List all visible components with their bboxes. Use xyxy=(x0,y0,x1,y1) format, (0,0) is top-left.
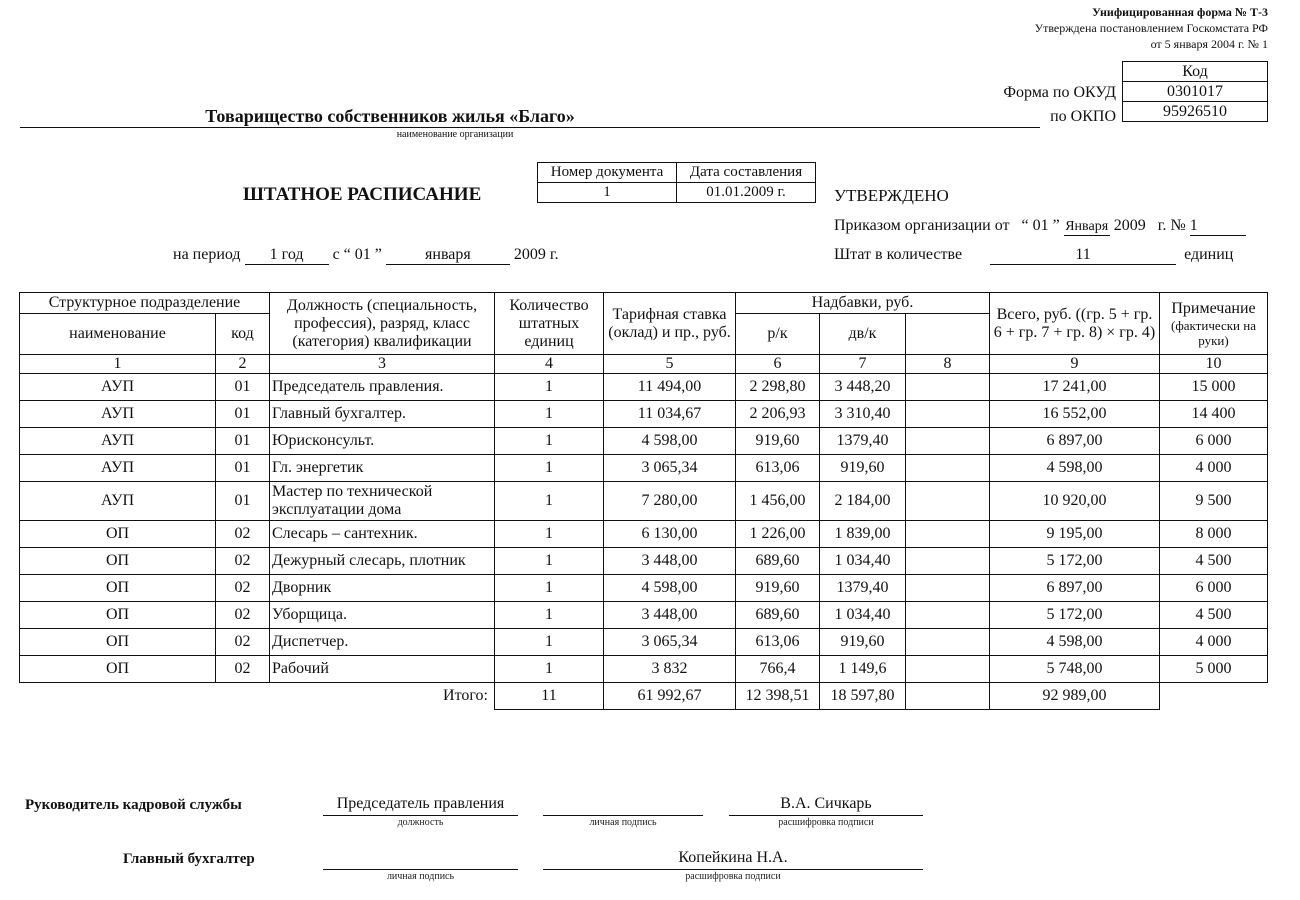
cell-col8 xyxy=(906,482,990,521)
code-box xyxy=(1122,61,1268,122)
cell-count: 1 xyxy=(495,482,604,521)
cell-note: 6 000 xyxy=(1160,428,1268,455)
cell-division: ОП xyxy=(20,575,216,602)
table-row xyxy=(20,401,1268,428)
doc-number-label: Номер документа xyxy=(538,163,677,183)
cell-total: 5 172,00 xyxy=(990,548,1160,575)
cell-dvk: 2 184,00 xyxy=(820,482,906,521)
cell-rk: 689,60 xyxy=(736,548,820,575)
cell-col8 xyxy=(906,548,990,575)
header-rate: Тарифная ставка (оклад) и пр., руб. xyxy=(604,293,736,355)
cell-rate: 11 034,67 xyxy=(604,401,736,428)
cell-code: 01 xyxy=(216,455,270,482)
cell-code: 02 xyxy=(216,548,270,575)
period-year: 2009 г. xyxy=(513,246,559,263)
cell-code: 02 xyxy=(216,656,270,683)
cell-code: 01 xyxy=(216,428,270,455)
cell-code: 02 xyxy=(216,602,270,629)
cell-total: 5 172,00 xyxy=(990,602,1160,629)
cell-count: 1 xyxy=(495,401,604,428)
cell-rk: 613,06 xyxy=(736,629,820,656)
period-prefix: на период xyxy=(173,246,241,263)
doc-date-label: Дата составления xyxy=(677,163,816,183)
accountant-name: Копейкина Н.А. xyxy=(543,849,923,870)
cell-code: 02 xyxy=(216,629,270,656)
table-row xyxy=(20,656,1268,683)
cell-count: 1 xyxy=(495,629,604,656)
cell-count: 1 xyxy=(495,374,604,401)
cell-division: АУП xyxy=(20,428,216,455)
cell-rk: 1 456,00 xyxy=(736,482,820,521)
cell-dvk: 1 034,40 xyxy=(820,548,906,575)
doc-number-value: 1 xyxy=(538,183,677,203)
cell-division: АУП xyxy=(20,401,216,428)
cell-code: 01 xyxy=(216,401,270,428)
okpo-label: по ОКПО xyxy=(1050,108,1116,125)
order-year: 2009 xyxy=(1113,217,1146,234)
cell-position: Гл. энергетик xyxy=(270,455,495,482)
order-month: Января xyxy=(1065,219,1109,234)
cell-rate: 3 065,34 xyxy=(604,455,736,482)
cell-col8 xyxy=(906,656,990,683)
header-bonuses: Надбавки, руб. xyxy=(736,293,990,314)
cell-rate: 3 832 xyxy=(604,656,736,683)
hr-signature-caption: личная подпись xyxy=(589,817,657,828)
okud-value: 0301017 xyxy=(1123,82,1268,102)
column-number: 5 xyxy=(604,355,736,374)
code-header: Код xyxy=(1123,62,1268,82)
cell-col8 xyxy=(906,602,990,629)
cell-total: 4 598,00 xyxy=(990,629,1160,656)
cell-rk: 919,60 xyxy=(736,575,820,602)
totals-rk: 12 398,51 xyxy=(736,683,820,710)
organization-name: Товарищество собственников жилья «Благо» xyxy=(20,105,1040,128)
cell-rk: 613,06 xyxy=(736,455,820,482)
cell-rate: 3 065,34 xyxy=(604,629,736,656)
cell-col8 xyxy=(906,374,990,401)
column-number: 8 xyxy=(906,355,990,374)
column-number: 3 xyxy=(270,355,495,374)
cell-division: АУП xyxy=(20,374,216,401)
cell-rate: 3 448,00 xyxy=(604,548,736,575)
column-number: 2 xyxy=(216,355,270,374)
document-title: ШТАТНОЕ РАСПИСАНИЕ xyxy=(243,184,482,205)
staff-prefix: Штат в количестве xyxy=(834,246,963,263)
cell-dvk: 1379,40 xyxy=(820,575,906,602)
accountant-signature-caption: личная подпись xyxy=(386,871,455,882)
cell-col8 xyxy=(906,455,990,482)
order-line xyxy=(834,217,1246,236)
cell-position: Дежурный слесарь, плотник xyxy=(270,548,495,575)
totals-c8 xyxy=(906,683,990,710)
period-from: с “ xyxy=(332,246,351,263)
accountant-signature-line xyxy=(323,849,518,870)
cell-note: 4 500 xyxy=(1160,602,1268,629)
document-box xyxy=(537,162,816,203)
cell-division: ОП xyxy=(20,602,216,629)
cell-dvk: 1 034,40 xyxy=(820,602,906,629)
accountant-name-caption: расшифровка подписи xyxy=(685,871,781,882)
accountant-label: Главный бухгалтер xyxy=(123,851,255,867)
cell-dvk: 3 448,20 xyxy=(820,374,906,401)
doc-date-value: 01.01.2009 г. xyxy=(677,183,816,203)
totals-empty xyxy=(1160,683,1268,710)
cell-rate: 6 130,00 xyxy=(604,521,736,548)
column-number: 10 xyxy=(1160,355,1268,374)
organization-caption xyxy=(20,129,1180,140)
cell-division: АУП xyxy=(20,482,216,521)
table-row xyxy=(20,521,1268,548)
period-duration: 1 год xyxy=(245,246,329,265)
column-number: 6 xyxy=(736,355,820,374)
table-row xyxy=(20,629,1268,656)
cell-dvk: 1 839,00 xyxy=(820,521,906,548)
column-number: 9 xyxy=(990,355,1160,374)
cell-division: ОП xyxy=(20,521,216,548)
form-title: Унифицированная форма № Т-3 xyxy=(1092,5,1268,19)
order-day: “ 01 ” xyxy=(1021,217,1060,234)
cell-total: 6 897,00 xyxy=(990,428,1160,455)
cell-position: Главный бухгалтер. xyxy=(270,401,495,428)
cell-total: 4 598,00 xyxy=(990,455,1160,482)
cell-total: 17 241,00 xyxy=(990,374,1160,401)
table-row xyxy=(20,575,1268,602)
cell-rk: 2 298,80 xyxy=(736,374,820,401)
header-bonus-rk: р/к xyxy=(736,314,820,355)
table-body xyxy=(20,374,1268,683)
totals-count: 11 xyxy=(495,683,604,710)
cell-position: Рабочий xyxy=(270,656,495,683)
cell-dvk: 3 310,40 xyxy=(820,401,906,428)
cell-code: 02 xyxy=(216,521,270,548)
header-note xyxy=(1160,293,1268,355)
cell-position: Уборщица. xyxy=(270,602,495,629)
cell-count: 1 xyxy=(495,602,604,629)
cell-position: Председатель правления. xyxy=(270,374,495,401)
cell-dvk: 1379,40 xyxy=(820,428,906,455)
column-numbers-row xyxy=(20,355,1268,374)
totals-row xyxy=(20,683,1268,710)
order-no-label: г. № xyxy=(1157,217,1186,234)
header-position: Должность (специальность, профессия), разряд, класс (категория) квалификации xyxy=(270,293,495,355)
okpo-value: 95926510 xyxy=(1123,102,1268,122)
order-no: 1 xyxy=(1190,217,1246,236)
cell-dvk: 1 149,6 xyxy=(820,656,906,683)
totals-dvk: 18 597,80 xyxy=(820,683,906,710)
cell-total: 5 748,00 xyxy=(990,656,1160,683)
cell-note: 4 500 xyxy=(1160,548,1268,575)
cell-count: 1 xyxy=(495,455,604,482)
form-header xyxy=(1035,4,1268,52)
cell-count: 1 xyxy=(495,428,604,455)
cell-count: 1 xyxy=(495,575,604,602)
hr-position: Председатель правления xyxy=(323,795,518,816)
cell-note: 8 000 xyxy=(1160,521,1268,548)
staff-count: 11 xyxy=(990,246,1176,265)
cell-code: 02 xyxy=(216,575,270,602)
cell-note: 4 000 xyxy=(1160,455,1268,482)
header-bonus-8 xyxy=(906,314,990,355)
cell-position: Юрисконсульт. xyxy=(270,428,495,455)
cell-dvk: 919,60 xyxy=(820,629,906,656)
period-line xyxy=(173,246,559,265)
cell-position: Слесарь – сантехник. xyxy=(270,521,495,548)
period-day: 01 xyxy=(354,246,371,263)
table-row xyxy=(20,374,1268,401)
totals-total: 92 989,00 xyxy=(990,683,1160,710)
cell-note: 6 000 xyxy=(1160,575,1268,602)
cell-note: 14 400 xyxy=(1160,401,1268,428)
cell-col8 xyxy=(906,521,990,548)
header-note-title: Примечание xyxy=(1171,299,1256,317)
cell-code: 01 xyxy=(216,482,270,521)
cell-rate: 4 598,00 xyxy=(604,575,736,602)
hr-label: Руководитель кадровой службы xyxy=(25,797,242,813)
cell-position: Мастер по технической эксплуатации дома xyxy=(270,482,495,521)
organization-caption-text: наименование организации xyxy=(396,129,514,140)
cell-total: 6 897,00 xyxy=(990,575,1160,602)
hr-position-caption: должность xyxy=(397,817,444,828)
header-division: Структурное подразделение xyxy=(20,293,270,314)
staff-table xyxy=(19,292,1268,710)
period-month: января xyxy=(386,246,510,265)
header-total: Всего, руб. ((гр. 5 + гр. 6 + гр. 7 + гр. 8) × гр. 4) xyxy=(990,293,1160,355)
cell-col8 xyxy=(906,401,990,428)
cell-division: ОП xyxy=(20,656,216,683)
cell-total: 9 195,00 xyxy=(990,521,1160,548)
approved-heading: УТВЕРЖДЕНО xyxy=(834,186,949,205)
column-number: 1 xyxy=(20,355,216,374)
cell-division: ОП xyxy=(20,548,216,575)
staff-line xyxy=(834,246,1233,265)
hr-name-caption: расшифровка подписи xyxy=(778,817,874,828)
approved-by: Утверждена постановлением Госкомстата РФ xyxy=(1034,21,1268,35)
table-row xyxy=(20,428,1268,455)
cell-rk: 919,60 xyxy=(736,428,820,455)
cell-division: АУП xyxy=(20,455,216,482)
hr-signature-line xyxy=(543,795,703,816)
totals-label: Итого: xyxy=(443,687,488,705)
header-bonus-dvk: дв/к xyxy=(820,314,906,355)
period-day-close: ” xyxy=(374,246,382,263)
cell-rk: 2 206,93 xyxy=(736,401,820,428)
okud-label: Форма по ОКУД xyxy=(1003,84,1116,101)
header-count: Количество штатных единиц xyxy=(495,293,604,355)
cell-rate: 4 598,00 xyxy=(604,428,736,455)
cell-note: 9 500 xyxy=(1160,482,1268,521)
table-row xyxy=(20,455,1268,482)
cell-rate: 3 448,00 xyxy=(604,602,736,629)
cell-dvk: 919,60 xyxy=(820,455,906,482)
cell-note: 5 000 xyxy=(1160,656,1268,683)
cell-rk: 1 226,00 xyxy=(736,521,820,548)
header-division-name: наименование xyxy=(20,314,216,355)
cell-col8 xyxy=(906,629,990,656)
hr-name: В.А. Сичкарь xyxy=(729,795,923,816)
table-row xyxy=(20,548,1268,575)
cell-rate: 7 280,00 xyxy=(604,482,736,521)
cell-note: 15 000 xyxy=(1160,374,1268,401)
cell-col8 xyxy=(906,428,990,455)
cell-position: Диспетчер. xyxy=(270,629,495,656)
cell-rk: 689,60 xyxy=(736,602,820,629)
totals-rate: 61 992,67 xyxy=(604,683,736,710)
cell-code: 01 xyxy=(216,374,270,401)
cell-total: 16 552,00 xyxy=(990,401,1160,428)
cell-count: 1 xyxy=(495,656,604,683)
header-division-code: код xyxy=(216,314,270,355)
cell-total: 10 920,00 xyxy=(990,482,1160,521)
cell-division: ОП xyxy=(20,629,216,656)
cell-rk: 766,4 xyxy=(736,656,820,683)
order-prefix: Приказом организации от xyxy=(834,217,1010,234)
cell-note: 4 000 xyxy=(1160,629,1268,656)
column-number: 7 xyxy=(820,355,906,374)
cell-position: Дворник xyxy=(270,575,495,602)
table-row xyxy=(20,482,1268,521)
cell-rate: 11 494,00 xyxy=(604,374,736,401)
table-row xyxy=(20,602,1268,629)
header-note-sub: (фактически на руки) xyxy=(1171,317,1256,348)
column-number: 4 xyxy=(495,355,604,374)
staff-suffix: единиц xyxy=(1184,246,1234,263)
cell-col8 xyxy=(906,575,990,602)
approved-date: от 5 января 2004 г. № 1 xyxy=(1150,37,1268,51)
cell-count: 1 xyxy=(495,521,604,548)
cell-count: 1 xyxy=(495,548,604,575)
